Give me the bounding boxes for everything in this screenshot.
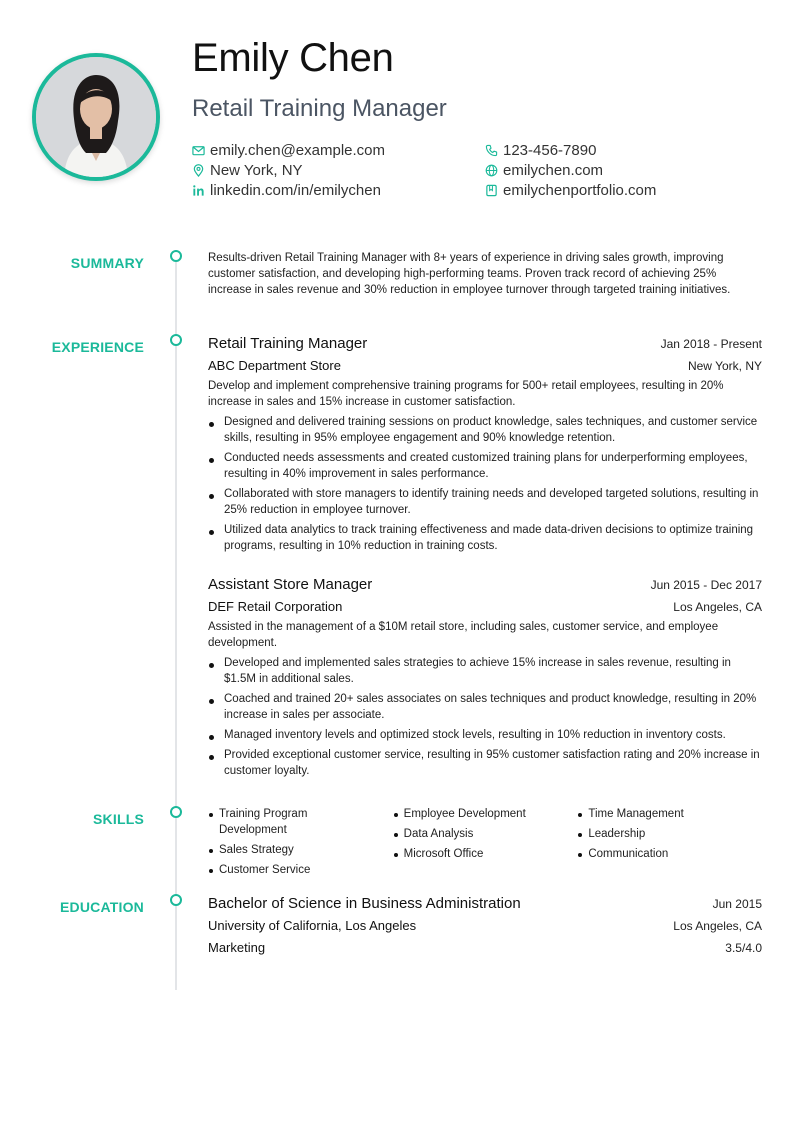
- bookmark-icon: [485, 184, 498, 197]
- skill-item: Customer Service: [208, 862, 393, 878]
- skill-item: Time Management: [577, 806, 762, 822]
- job-bullet: Collaborated with store managers to identify training needs and developed targeted solutions, resulting in 25% reduction in employee turnover.: [208, 486, 762, 518]
- skill-item: Sales Strategy: [208, 842, 393, 858]
- skills-column: [577, 806, 762, 882]
- website-text: emilychen.com: [503, 162, 604, 179]
- contact-email[interactable]: [192, 142, 385, 159]
- linkedin-icon: [192, 184, 205, 197]
- job-location: New York, NY: [687, 359, 762, 373]
- summary-dot: [170, 250, 182, 262]
- job-bullet: Coached and trained 20+ sales associates on sales techniques and product knowledge, resulting in 20% increase in sales per associate.: [208, 691, 762, 723]
- skills-dot: [170, 806, 182, 818]
- school-name: University of California, Los Angeles: [208, 918, 417, 933]
- job-bullet: Conducted needs assessments and created customized training plans for underperforming employees, resulting in 40% improvement in sales performance.: [208, 450, 762, 482]
- skill-item: Employee Development: [393, 806, 578, 822]
- contact-website[interactable]: [485, 162, 603, 179]
- job-title: Assistant Store Manager: [208, 576, 373, 593]
- candidate-title: Retail Training Manager: [192, 95, 447, 122]
- company-name: DEF Retail Corporation: [208, 599, 343, 614]
- skills-column: [393, 806, 578, 882]
- gpa: 3.5/4.0: [725, 941, 762, 955]
- candidate-name: Emily Chen: [192, 36, 394, 80]
- section-title-education: EDUCATION: [60, 899, 144, 915]
- location-text: New York, NY: [210, 162, 303, 179]
- experience-entry: [208, 336, 762, 558]
- job-location: Los Angeles, CA: [673, 600, 762, 614]
- job-bullet: Utilized data analytics to track training effectiveness and made data-driven decisions to optimize training programs, resulting in 10% reduction in training costs.: [208, 522, 762, 554]
- contact-portfolio[interactable]: [485, 182, 656, 199]
- field-of-study: Marketing: [208, 940, 266, 955]
- experience-dot: [170, 334, 182, 346]
- phone-text: 123-456-7890: [503, 142, 597, 159]
- job-description: Develop and implement comprehensive training programs for 500+ retail employees, resulting in 20% increase in sales and 15% increase in customer satisfaction.: [208, 380, 724, 408]
- profile-photo: [32, 53, 160, 181]
- skill-item: Microsoft Office: [393, 846, 578, 862]
- phone-icon: [485, 144, 498, 157]
- portfolio-text: emilychenportfolio.com: [503, 182, 657, 199]
- linkedin-text: linkedin.com/in/emilychen: [210, 182, 381, 199]
- school-location: Los Angeles, CA: [673, 919, 762, 933]
- email-icon: [192, 144, 205, 157]
- section-title-summary: SUMMARY: [70, 255, 144, 271]
- email-text: emily.chen@example.com: [210, 142, 386, 159]
- degree: Bachelor of Science in Business Administration: [208, 895, 521, 912]
- summary-text: Results-driven Retail Training Manager with 8+ years of experience in driving sales growth, improving customer satisfaction, and developing high-performing teams. Proven track record of achieving 25% increase in sales revenue and 30% reduction in employee turnover through targeted training initiatives.: [208, 252, 731, 296]
- skills-list: [208, 806, 762, 882]
- job-bullet: Designed and delivered training sessions on product knowledge, sales techniques, and customer service skills, resulting in 95% employee engagement and 90% knowledge retention.: [208, 414, 762, 446]
- globe-icon: [485, 164, 498, 177]
- section-title-skills: SKILLS: [93, 811, 144, 827]
- education-dot: [170, 894, 182, 906]
- contact-location: [192, 162, 303, 179]
- contact-phone[interactable]: [485, 142, 596, 159]
- skill-item: Training Program Development: [208, 806, 338, 838]
- job-bullet: Provided exceptional customer service, resulting in 95% customer satisfaction rating and 20% increase in customer loyalty.: [208, 747, 762, 779]
- map-pin-icon: [192, 164, 205, 177]
- skill-item: Communication: [577, 846, 762, 862]
- skills-column: [208, 806, 393, 882]
- timeline-line: [175, 262, 177, 990]
- job-dates: Jun 2015 - Dec 2017: [650, 578, 762, 592]
- education-entry: [208, 896, 762, 956]
- skill-item: Leadership: [577, 826, 762, 842]
- job-bullets: [208, 655, 762, 779]
- experience-entry: [208, 577, 762, 783]
- job-bullets: [208, 414, 762, 554]
- job-title: Retail Training Manager: [208, 335, 368, 352]
- contact-linkedin[interactable]: [192, 182, 381, 199]
- skill-item: Data Analysis: [393, 826, 578, 842]
- job-dates: Jan 2018 - Present: [660, 337, 762, 351]
- job-description: Assisted in the management of a $10M retail store, including sales, customer service, and employee development.: [208, 621, 719, 649]
- job-bullet: Developed and implemented sales strategies to achieve 15% increase in sales revenue, resulting in $1.5M in additional sales.: [208, 655, 762, 687]
- section-title-experience: EXPERIENCE: [51, 339, 144, 355]
- job-bullet: Managed inventory levels and optimized stock levels, resulting in 10% reduction in inventory costs.: [208, 727, 762, 743]
- portrait-photo-icon: [36, 57, 156, 177]
- company-name: ABC Department Store: [208, 358, 341, 373]
- education-date: Jun 2015: [712, 897, 762, 911]
